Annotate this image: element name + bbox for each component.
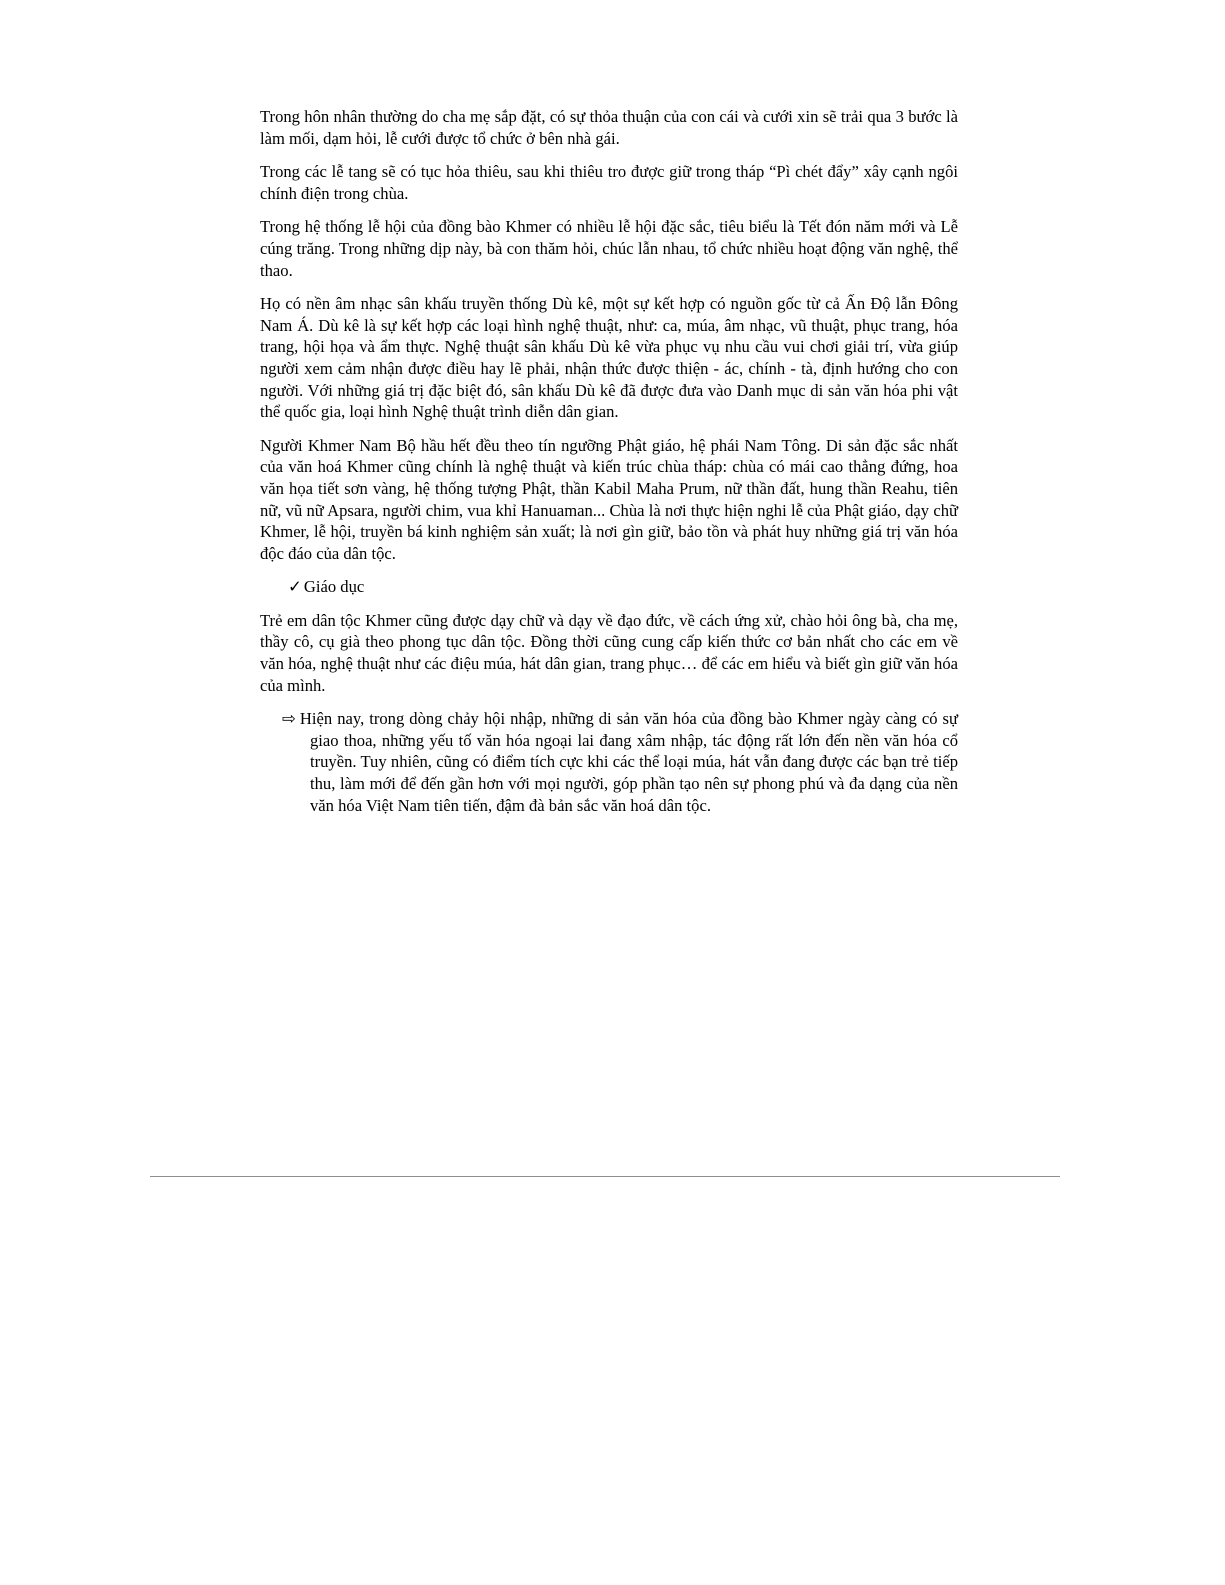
paragraph-marriage: Trong hôn nhân thường do cha mẹ sắp đặt, có sự thỏa thuận của con cái và cưới xin sẽ trải qua 3 bước là làm mối, dạm hỏi, lễ cưới được tổ chức ở bên nhà gái. xyxy=(260,107,958,148)
paragraph-education: Trẻ em dân tộc Khmer cũng được dạy chữ và dạy về đạo đức, về cách ứng xử, chào hỏi ông bà, cha mẹ, thầy cô, cụ già theo phong tục dân tộc. Đồng thời cũng cung cấp kiến thức cơ bản nhất cho các em về văn hóa, nghệ thuật như các điệu múa, hát dân gian, trang phục… để các em hiểu và biết gìn giữ văn hóa của mình. xyxy=(260,610,958,695)
education-heading xyxy=(260,576,958,598)
paragraph-conclusion xyxy=(260,708,958,816)
conclusion-text: Hiện nay, trong dòng chảy hội nhập, những di sản văn hóa của đồng bào Khmer ngày càng có sự giao thoa, những yếu tố văn hóa ngoại lai đang xâm nhập, tác động rất lớn đến nền văn hóa cổ truyền. Tuy nhiên, cũng có điểm tích cực khi các thể loại múa, hát vẫn đang được các bạn trẻ tiếp thu, làm mới để đến gần hơn với mọi người, góp phần tạo nên sự phong phú và đa dạng của nền văn hóa Việt Nam tiên tiến, đậm đà bản sắc văn hoá dân tộc. xyxy=(299,709,958,815)
checkmark-icon: ✓ xyxy=(288,577,302,597)
paragraph-du-ke-theatre: Họ có nền âm nhạc sân khấu truyền thống Dù kê, một sự kết hợp có nguồn gốc từ cả Ấn Độ lẫn Đông Nam Á. Dù kê là sự kết hợp các loại hình nghệ thuật, như: ca, múa, âm nhạc, vũ thuật, phục trang, hóa trang, hội họa và ẩm thực. Nghệ thuật sân khấu Dù kê vừa phục vụ nhu cầu vui chơi giải trí, vừa giúp người xem cảm nhận được điều hay lẽ phải, nhận thức được thiện - ác, chính - tà, định hướng cho con người. Với những giá trị đặc biệt đó, sân khấu Dù kê đã được đưa vào Danh mục di sản văn hóa phi vật thể quốc gia, loại hình Nghệ thuật trình diễn dân gian. xyxy=(260,294,958,422)
arrow-right-icon: ⇨ xyxy=(282,709,296,729)
document-body xyxy=(260,106,958,828)
footer-separator-line xyxy=(150,1176,1060,1177)
education-heading-label: Giáo dục xyxy=(303,577,365,597)
paragraph-religion-architecture: Người Khmer Nam Bộ hầu hết đều theo tín ngưỡng Phật giáo, hệ phái Nam Tông. Di sản đặc sắc nhất của văn hoá Khmer cũng chính là nghệ thuật và kiến trúc chùa tháp: chùa có mái cao thẳng đứng, hoa văn họa tiết sơn vàng, hệ thống tượng Phật, thần Kabil Maha Prum, nữ thần đất, hung thần Reahu, tiên nữ, vũ nữ Apsara, người chim, vua khỉ Hanuaman... Chùa là nơi thực hiện nghi lễ của Phật giáo, dạy chữ Khmer, lễ hội, truyền bá kinh nghiệm sản xuất; là nơi gìn giữ, bảo tồn và phát huy những giá trị văn hóa độc đáo của dân tộc. xyxy=(260,435,958,563)
paragraph-festivals: Trong hệ thống lễ hội của đồng bào Khmer có nhiều lễ hội đặc sắc, tiêu biểu là Tết đón năm mới và Lễ cúng trăng. Trong những dịp này, bà con thăm hỏi, chúc lẫn nhau, tổ chức nhiều hoạt động văn nghệ, thể thao. xyxy=(260,217,958,280)
paragraph-funeral: Trong các lễ tang sẽ có tục hỏa thiêu, sau khi thiêu tro được giữ trong tháp “Pì chét đẩy” xây cạnh ngôi chính điện trong chùa. xyxy=(260,162,958,203)
